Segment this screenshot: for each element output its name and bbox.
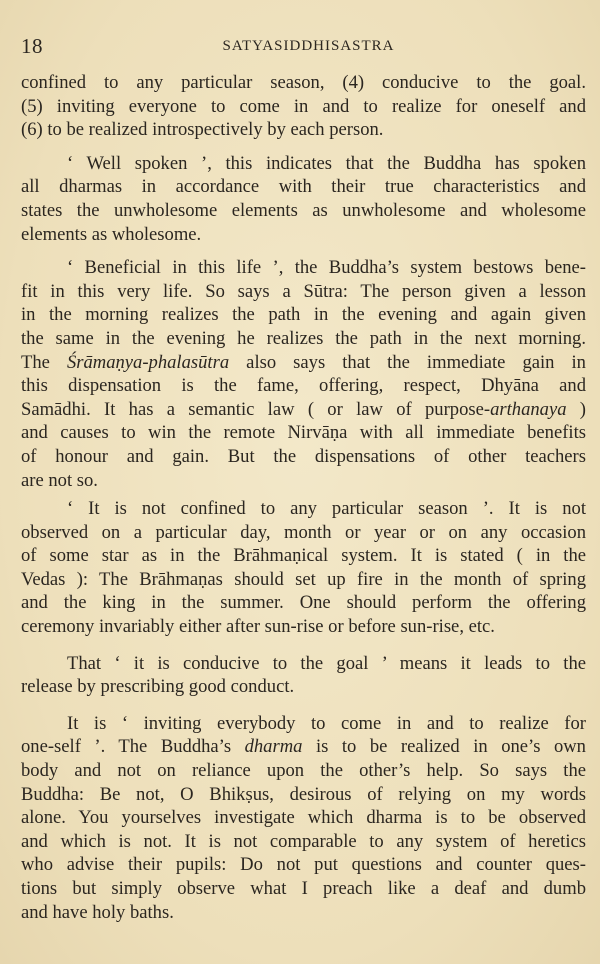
paragraph-3 <box>21 256 586 492</box>
text-line: ‘ Beneficial in this life ’, the Buddha’s system bestows bene- <box>67 257 586 279</box>
text-segment: is to be realized in one’s own <box>302 736 586 758</box>
paragraph-5 <box>21 652 586 699</box>
text-line: this dispensation is the fame, offering, respect, Dhyāna and <box>21 375 586 397</box>
text-line: confined to any particular season, (4) conducive to the goal. <box>21 72 586 93</box>
text-line: fit in this very life. So says a Sūtra: The person given a lesson <box>21 280 586 302</box>
paragraph-6 <box>21 712 586 924</box>
text-line: and causes to win the remote Nirvāṇa with all immediate benefits <box>21 422 586 444</box>
body-text <box>21 71 586 924</box>
text-line <box>21 735 586 759</box>
text-line: Vedas ): The Brāhmaṇas should set up fire in the month of spring <box>21 568 586 590</box>
text-line: are not so. <box>21 469 98 491</box>
text-segment: also says that the immediate gain in <box>229 351 586 373</box>
text-line: ceremony invariably either after sun-rise or before sun-rise, etc. <box>21 616 495 638</box>
text-line: observed on a particular day, month or year or on any occasion <box>21 521 586 543</box>
text-line: of honour and gain. But the dispensations of other teachers <box>21 445 586 467</box>
text-line: alone. You yourselves investigate which dharma is to be observed <box>21 807 586 829</box>
text-line: in the morning realizes the path in the evening and again given <box>21 304 586 326</box>
text-segment: The <box>21 351 67 373</box>
paragraph-2 <box>21 152 586 246</box>
text-line: (5) inviting everyone to come in and to realize for oneself and <box>21 95 586 117</box>
text-line: It is ‘ inviting everybody to come in and to realize for <box>67 712 586 734</box>
text-line: and which is not. It is not comparable to any system of heretics <box>21 830 586 852</box>
text-line: release by prescribing good conduct. <box>21 676 295 698</box>
page-header <box>21 34 580 60</box>
text-segment: one-self ’. The Buddha’s <box>21 736 245 758</box>
text-line <box>21 398 586 422</box>
page-number: 18 <box>21 34 43 58</box>
text-line: elements as wholesome. <box>21 223 202 245</box>
text-line: Buddha: Be not, O Bhikṣus, desirous of relying on my words <box>21 783 586 805</box>
text-line: tions but simply observe what I preach like a deaf and dumb <box>21 878 586 899</box>
text-line: all dharmas in accordance with their true characteristics and <box>21 176 586 198</box>
text-line: ‘ It is not confined to any particular season ’. It is not <box>67 498 586 520</box>
italic-term: arthanaya <box>490 398 567 420</box>
text-segment: Samādhi. It has a semantic law ( or law of purpose- <box>21 398 491 420</box>
running-title: SATYASIDDHISASTRA <box>222 38 395 54</box>
text-line <box>21 351 586 375</box>
italic-title: Śrāmaṇya-phalasūtra <box>66 351 230 373</box>
text-line: and have holy baths. <box>21 901 174 923</box>
text-line: states the unwholesome elements as unwholesome and wholesome <box>21 199 586 221</box>
text-line: That ‘ it is conducive to the goal ’ means it leads to the <box>67 652 586 674</box>
text-line: the same in the evening he realizes the path in the next morning. <box>21 327 586 349</box>
text-line: and the king in the summer. One should perform the offering <box>21 592 586 614</box>
text-line: ‘ Well spoken ’, this indicates that the Buddha has spoken <box>67 152 586 174</box>
paragraph-4 <box>21 497 586 639</box>
italic-term: dharma <box>244 736 303 758</box>
text-line: (6) to be realized introspectively by each person. <box>21 119 384 141</box>
text-segment: ) <box>566 398 587 420</box>
text-line: body and not on reliance upon the other’s help. So says the <box>21 760 586 782</box>
paragraph-1 <box>21 71 586 142</box>
text-line: who advise their pupils: Do not put questions and counter ques- <box>21 854 586 876</box>
text-line: of some star as in the Brāhmaṇical system. It is stated ( in the <box>21 545 586 567</box>
